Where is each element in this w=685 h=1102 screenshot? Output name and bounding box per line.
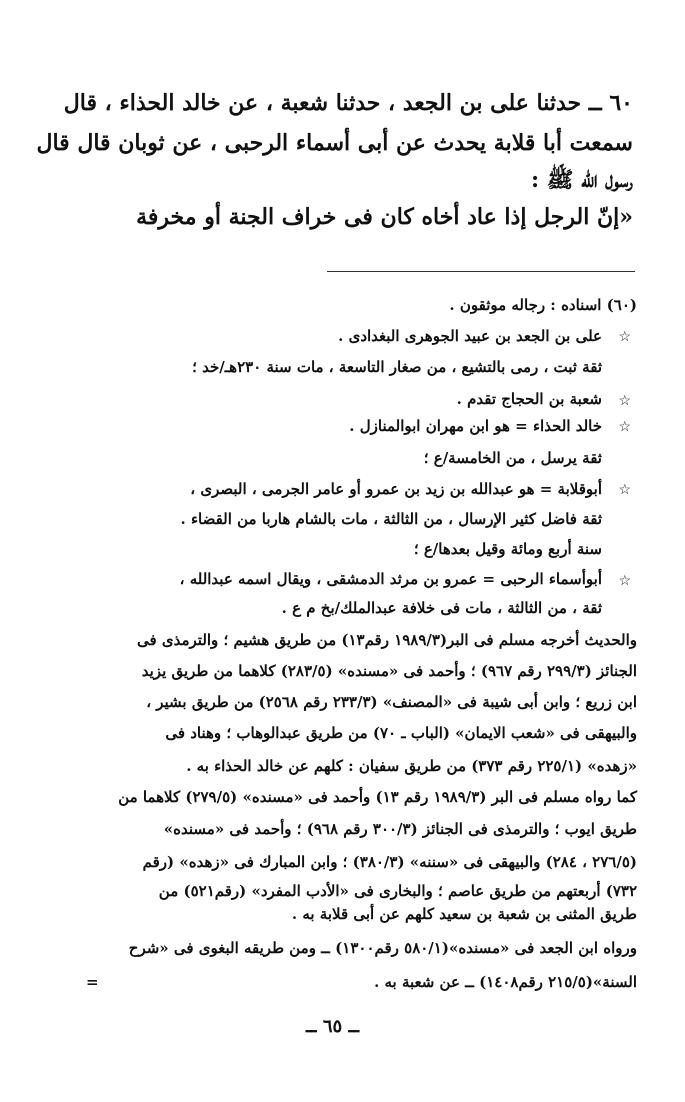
note-line-11: ثقة ، من الثالثة ، مات فى خلافة عبدالملك/بخ م ع .	[281, 599, 602, 617]
note-line-20: ٧٣٢) أربعتهم من طريق عاصم ؛ والبخارى فى «الأدب المفرد» (رقم٥٢١) من	[158, 882, 637, 900]
note-line-4: شعبة بن الحجاج تقدم .	[456, 390, 602, 408]
note-line-14: ابن زريع ؛ وابن أبى شيبة فى «المصنف» (٢٣٣/٣ رقم ٢٥٦٨) من طريق بشير ،	[146, 693, 637, 711]
note-heading: (٦٠) اسناده : رجاله موثقون .	[449, 296, 637, 314]
note-line-7: أبوقلابة = هو عبدالله بن زيد بن عمرو أو عامر الجرمى ، البصرى ،	[190, 480, 602, 498]
footnote-divider	[327, 271, 635, 272]
note-line-21: طريق المثنى بن شعبة بن سعيد كلهم عن أبى قلابة به .	[291, 905, 637, 923]
hadith-line-1: ٦٠ ــ حدثنا على بن الجعد ، حدثنا شعبة ، عن خالد الحذاء ، قال	[63, 90, 633, 116]
note-line-19: (٢٧٦/٥ ، ٢٨٤) والبيهقى فى «سننه» (٣٨٠/٣) ؛ وابن المبارك فى «زهده» (رقم	[142, 853, 637, 871]
hadith-line-3: رسول الله ﷺ :	[531, 167, 633, 193]
note-line-16: «زهده» (٢٢٥/١ رقم ٣٧٣) من طريق سفيان : كلهم عن خالد الحذاء به .	[186, 757, 637, 775]
note-line-3: ثقة ثبت ، رمى بالتشيع ، من صغار التاسعة ، مات سنة ٢٣٠هـ/خد ؛	[192, 358, 602, 376]
star-outline-icon: ☆	[618, 329, 631, 345]
note-line-8: ثقة فاضل كثير الإرسال ، من الثالثة ، مات بالشام هاربا من القضاء .	[180, 510, 602, 528]
star-outline-icon: ☆	[618, 419, 631, 435]
note-line-10: أبوأسماء الرحبى = عمرو بن مرثد الدمشقى ، ويقال اسمه عبدالله ،	[179, 570, 602, 588]
note-line-6: ثقة يرسل ، من الخامسة/ع ؛	[423, 449, 602, 467]
note-line-5: خالد الحذاء = هو ابن مهران ابوالمنازل .	[349, 417, 602, 435]
note-line-12: والحديث أخرجه مسلم فى البر(١٩٨٩/٣ رقم١٣) من طريق هشيم ؛ والترمذى فى	[136, 631, 637, 649]
note-line-17: كما رواه مسلم فى البر (١٩٨٩/٣ رقم ١٣) وأحمد فى «مسنده» (٢٧٩/٥) كلاهما من	[118, 788, 637, 806]
page-number: ــ ٦٥ ــ	[306, 1016, 359, 1037]
hadith-line-2: سمعت أبا قلابة يحدث عن أبى أسماء الرحبى ، عن ثوبان قال قال	[36, 130, 633, 156]
star-outline-icon: ☆	[618, 393, 631, 409]
hadith-text: «إنّ الرجل إذا عاد أخاه كان فى خراف الجنة أو مخرفة	[136, 204, 633, 230]
star-outline-icon: ☆	[618, 573, 631, 589]
continuation-mark: =	[86, 973, 99, 991]
note-line-9: سنة أربع ومائة وقيل بعدها/ع ؛	[413, 540, 602, 558]
note-line-23: السنة»(٢١٥/٥ رقم١٤٠٨) ــ عن شعبة به .	[374, 973, 637, 991]
note-line-13: الجنائز (٢٩٩/٣ رقم ٩٦٧) ؛ وأحمد فى «مسنده» (٢٨٣/٥) كلاهما من طريق يزيد	[141, 662, 637, 680]
note-line-22: ورواه ابن الجعد فى «مسنده»(٥٨٠/١ رقم١٣٠٠) ــ ومن طريقه البغوى فى «شرح	[128, 939, 637, 957]
star-outline-icon: ☆	[618, 482, 631, 498]
note-line-18: طريق ايوب ؛ والترمذى فى الجنائز (٣٠٠/٣ رقم ٩٦٨) ؛ وأحمد فى «مسنده»	[163, 820, 637, 838]
note-line-2: على بن الجعد بن عبيد الجوهرى البغدادى .	[338, 327, 602, 345]
note-line-15: والبيهقى فى «شعب الايمان» (الباب ـ ٧٠) من طريق عبدالوهاب ؛ وهناد فى	[165, 724, 637, 742]
